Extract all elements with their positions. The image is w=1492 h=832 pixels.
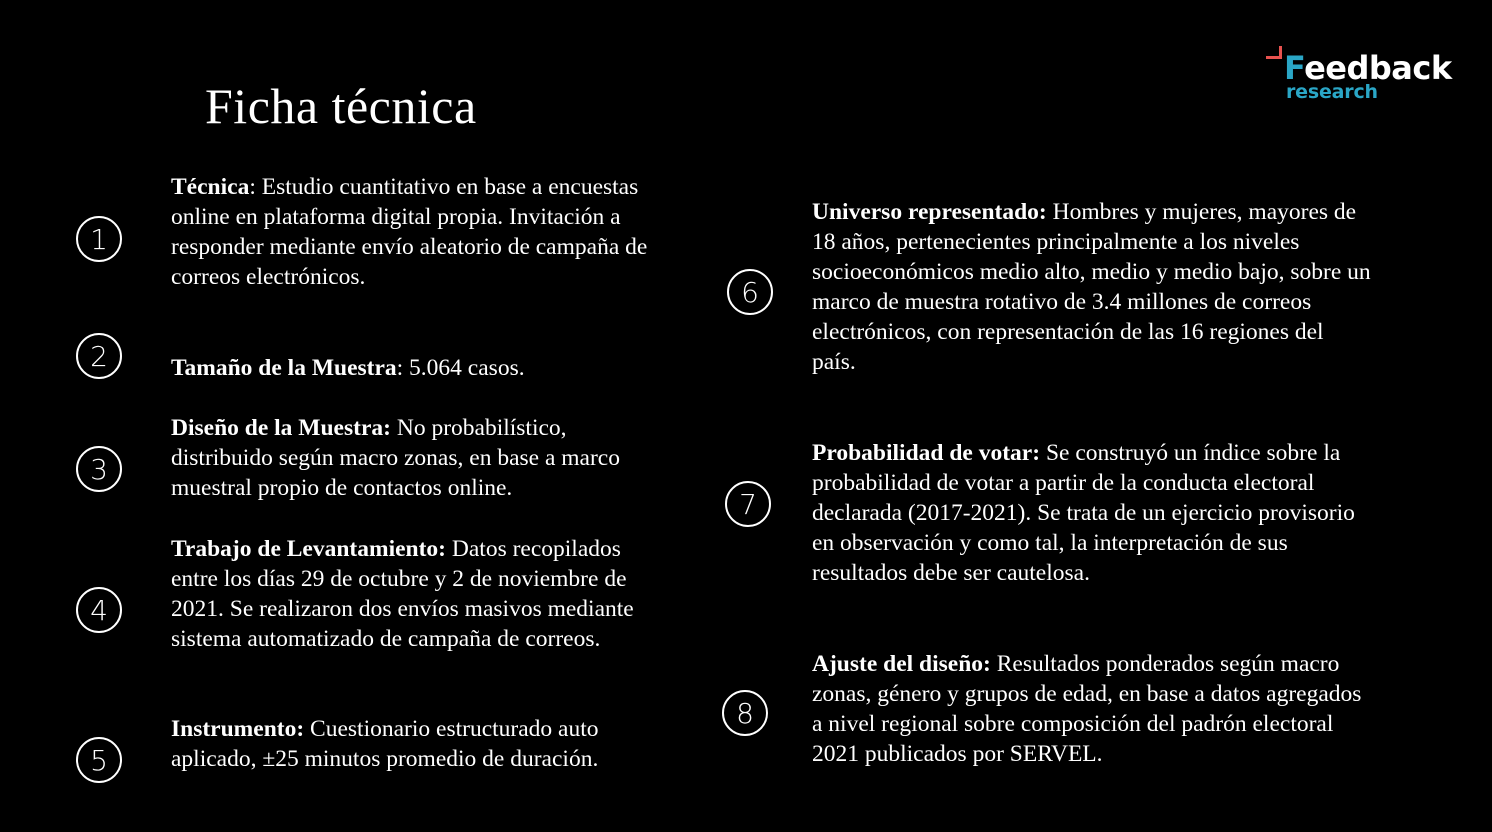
number-circle-2: 2 xyxy=(76,333,122,379)
number-circle-7: 7 xyxy=(725,481,771,527)
item-label: Técnica xyxy=(171,174,250,200)
item-label: Ajuste del diseño: xyxy=(812,651,991,677)
item-diseno-muestra xyxy=(171,413,671,503)
number-circle-3: 3 xyxy=(76,446,122,492)
feedback-research-logo xyxy=(1262,46,1462,108)
item-probabilidad-votar xyxy=(812,438,1372,588)
item-label: Diseño de la Muestra: xyxy=(171,415,391,441)
item-text: Hombres y mujeres, mayores de 18 años, pertenecientes principalmente a los niveles socioeconómicos medio alto, medio y medio bajo, sobre un marco de muestra rotativo de 3.4 millones de correos electrónicos, con representación de las 16 regiones del país. xyxy=(812,199,1371,375)
item-text: Se construyó un índice sobre la probabilidad de votar a partir de la conducta electoral declarada (2017-2021). Se trata de un ejercicio provisorio en observación y como tal, la interpretación de sus resultados debe ser cautelosa. xyxy=(812,440,1355,586)
number-circle-4: 4 xyxy=(76,587,122,633)
number-circle-1: 1 xyxy=(76,216,122,262)
item-label: Trabajo de Levantamiento: xyxy=(171,536,447,562)
item-label: Instrumento: xyxy=(171,716,305,742)
item-text: : 5.064 casos. xyxy=(396,355,525,381)
item-ajuste-diseno xyxy=(812,649,1372,769)
item-text: Resultados ponderados según macro zonas, género y grupos de edad, en base a datos agregados a nivel regional sobre composición del padrón electoral 2021 publicados por SERVEL. xyxy=(812,651,1362,767)
item-text: : Estudio cuantitativo en base a encuestas online en plataforma digital propia. Invitación a responder mediante envío aleatorio de campaña de correos electrónicos. xyxy=(171,174,648,290)
item-label: Tamaño de la Muestra xyxy=(171,355,397,381)
number-circle-5: 5 xyxy=(76,737,122,783)
item-label: Probabilidad de votar: xyxy=(812,440,1041,466)
item-instrumento xyxy=(171,714,671,774)
page-title: Ficha técnica xyxy=(205,78,477,134)
item-label: Universo representado: xyxy=(812,199,1047,225)
item-text: Cuestionario estructurado auto aplicado, ±25 minutos promedio de duración. xyxy=(171,716,599,772)
logo-plus-mark-horizontal xyxy=(1266,56,1280,59)
item-text: Datos recopilados entre los días 29 de octubre y 2 de noviembre de 2021. Se realizaron dos envíos masivos mediante sistema automatizado de campaña de correos. xyxy=(171,536,634,652)
number-circle-6: 6 xyxy=(727,269,773,315)
logo-letter-f: F xyxy=(1284,49,1305,87)
logo-plus-mark-vertical xyxy=(1279,46,1282,59)
item-universo-representado xyxy=(812,197,1372,377)
item-tecnica xyxy=(171,172,671,292)
item-tamano-muestra xyxy=(171,353,671,383)
item-trabajo-levantamiento xyxy=(171,534,671,654)
item-text: No probabilístico, distribuido según macro zonas, en base a marco muestral propio de contactos online. xyxy=(171,415,620,501)
number-circle-8: 8 xyxy=(722,690,768,736)
logo-word-research: research xyxy=(1286,81,1378,103)
logo-word-feedback-rest: eedback xyxy=(1304,49,1452,87)
